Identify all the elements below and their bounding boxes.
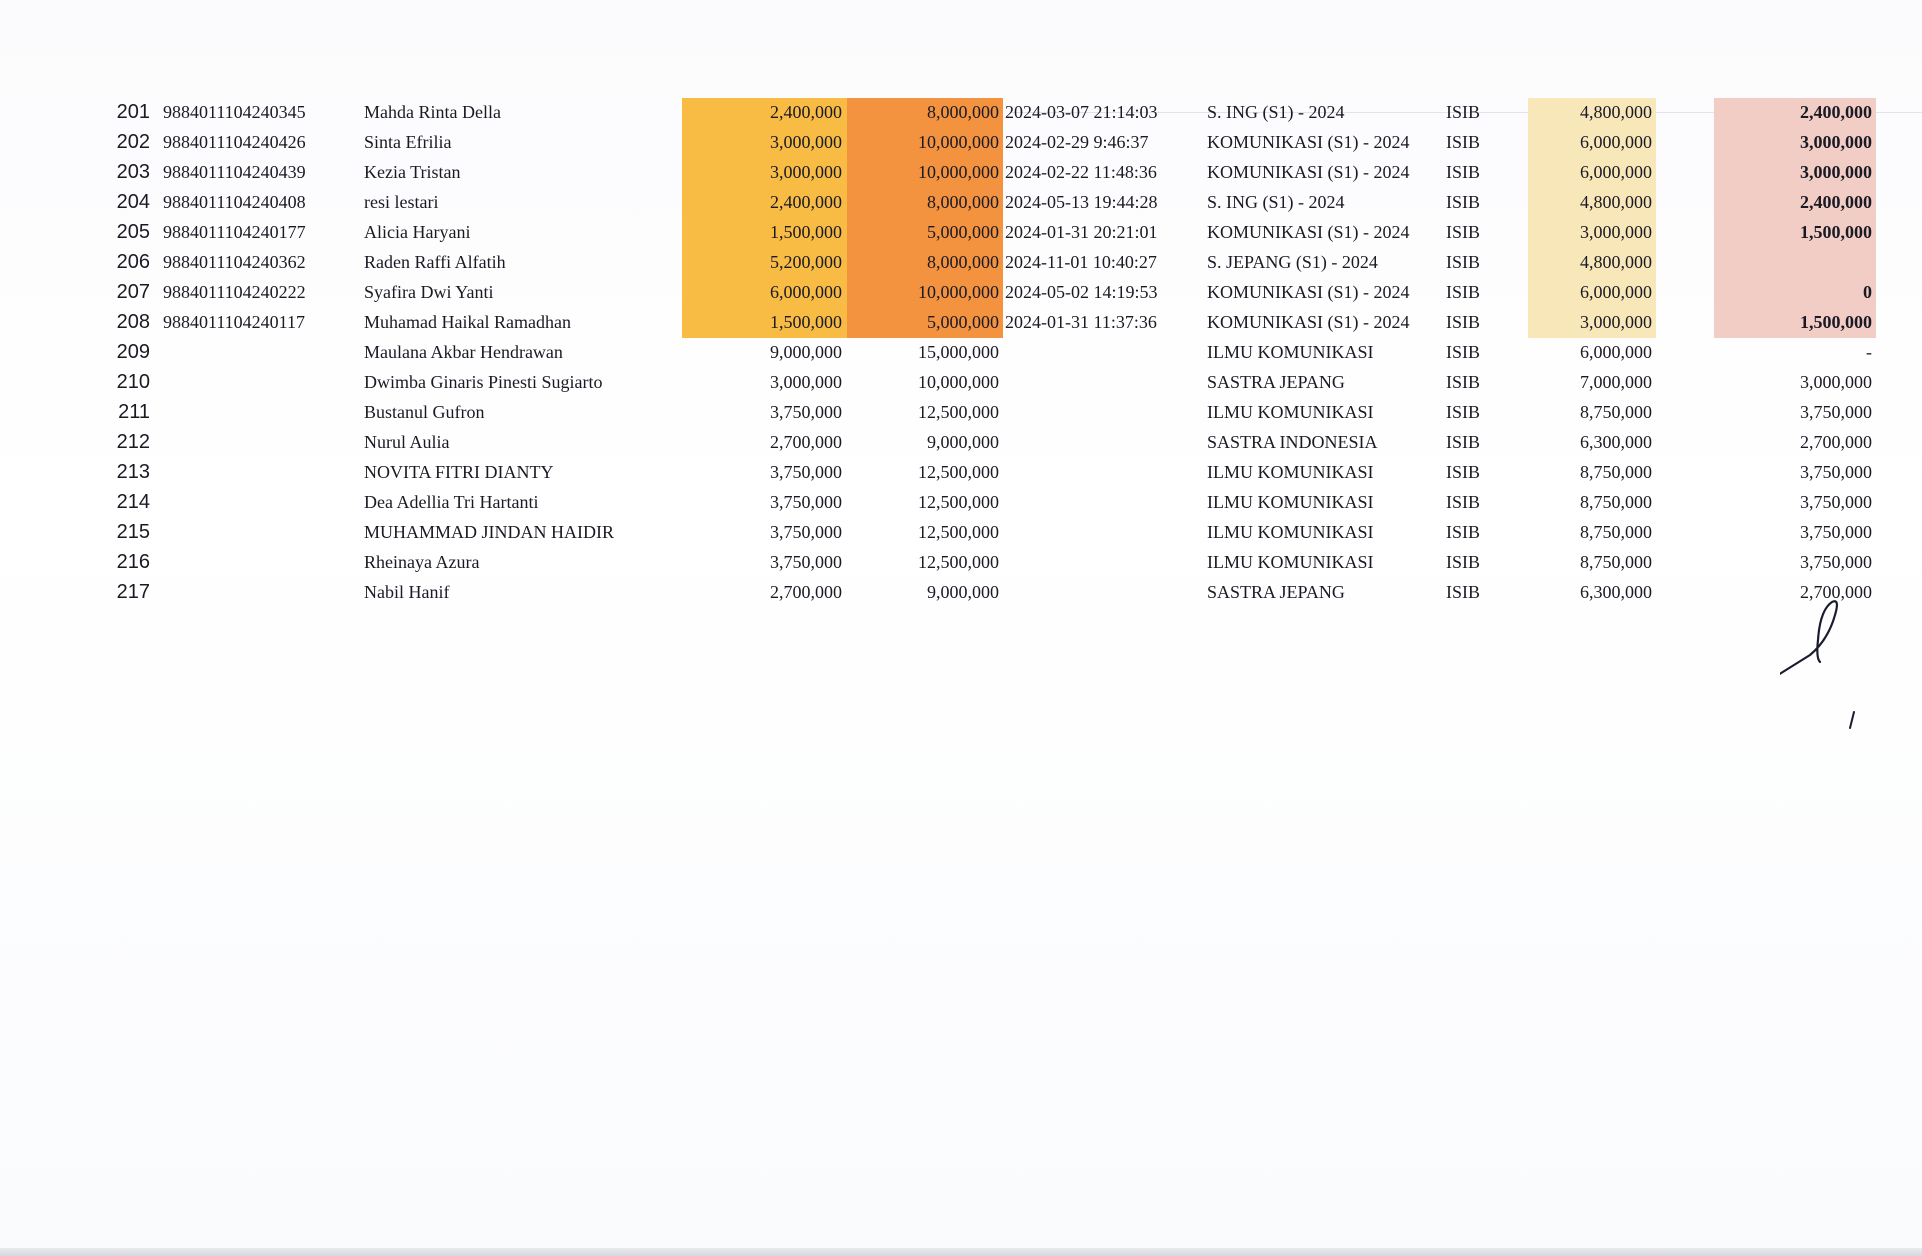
amount-d: 3,000,000: [1800, 372, 1872, 392]
study-program: S. ING (S1) - 2024: [1207, 192, 1345, 212]
amount-a: 2,400,000: [770, 192, 842, 212]
table-row: [0, 367, 1922, 397]
institution: ISIB: [1446, 582, 1481, 602]
row-number: 204: [116, 191, 150, 213]
amount-b: 10,000,000: [918, 132, 999, 152]
table-row: [0, 337, 1922, 367]
amount-c: 8,750,000: [1580, 492, 1652, 512]
handwritten-signature: [1780, 600, 1880, 740]
payment-datetime: 2024-02-22 11:48:36: [1005, 162, 1157, 182]
amount-d: 3,750,000: [1800, 492, 1872, 512]
virtual-account-number: [163, 397, 343, 427]
amount-b: 5,000,000: [927, 312, 999, 332]
virtual-account-number: [163, 367, 343, 397]
table-row: [0, 457, 1922, 487]
amount-d: 3,750,000: [1800, 402, 1872, 422]
amount-d: 0: [1863, 282, 1872, 302]
amount-c: 6,000,000: [1580, 162, 1652, 182]
payment-datetime: [1005, 397, 1195, 427]
amount-d: 1,500,000: [1800, 222, 1872, 242]
virtual-account-number: [163, 487, 343, 517]
study-program: SASTRA JEPANG: [1207, 372, 1345, 392]
student-name: Raden Raffi Alfatih: [364, 252, 506, 272]
amount-a: 2,700,000: [770, 432, 842, 452]
row-number: 205: [116, 221, 150, 243]
amount-a: 3,000,000: [770, 372, 842, 392]
amount-c: 6,300,000: [1580, 432, 1652, 452]
institution: ISIB: [1446, 432, 1481, 452]
study-program: SASTRA JEPANG: [1207, 582, 1345, 602]
virtual-account-number: 9884011104240117: [163, 312, 305, 332]
institution: ISIB: [1446, 132, 1481, 152]
virtual-account-number: [163, 337, 343, 367]
table-row: [0, 157, 1922, 187]
virtual-account-number: 9884011104240177: [163, 222, 306, 242]
table-row: [0, 277, 1922, 307]
payment-datetime: [1005, 427, 1195, 457]
amount-d: 3,750,000: [1800, 462, 1872, 482]
study-program: ILMU KOMUNIKASI: [1207, 552, 1374, 572]
row-number: 201: [116, 101, 150, 123]
virtual-account-number: [163, 427, 343, 457]
student-name: Sinta Efrilia: [364, 132, 452, 152]
study-program: KOMUNIKASI (S1) - 2024: [1207, 312, 1410, 332]
amount-c: 4,800,000: [1580, 192, 1652, 212]
amount-d: 2,400,000: [1800, 102, 1872, 122]
amount-b: 12,500,000: [918, 522, 999, 542]
amount-a: 2,400,000: [770, 102, 842, 122]
table-row: [0, 97, 1922, 127]
virtual-account-number: 9884011104240222: [163, 282, 306, 302]
payment-datetime: [1005, 367, 1195, 397]
row-number: 206: [116, 251, 150, 273]
amount-d: 3,000,000: [1800, 162, 1872, 182]
amount-d: -: [1866, 342, 1872, 362]
table-row: [0, 247, 1922, 277]
amount-d: 1,500,000: [1800, 312, 1872, 332]
amount-b: 9,000,000: [927, 582, 999, 602]
virtual-account-number: 9884011104240439: [163, 162, 306, 182]
payment-datetime: 2024-01-31 20:21:01: [1005, 222, 1158, 242]
amount-b: 12,500,000: [918, 462, 999, 482]
row-number: 208: [116, 311, 150, 333]
institution: ISIB: [1446, 282, 1481, 302]
amount-b: 10,000,000: [918, 372, 999, 392]
amount-d: 3,750,000: [1800, 552, 1872, 572]
amount-c: 8,750,000: [1580, 522, 1652, 542]
institution: ISIB: [1446, 402, 1481, 422]
amount-c: 4,800,000: [1580, 102, 1652, 122]
payment-datetime: [1005, 517, 1195, 547]
institution: ISIB: [1446, 462, 1481, 482]
study-program: ILMU KOMUNIKASI: [1207, 342, 1374, 362]
table-row: [0, 577, 1922, 607]
virtual-account-number: 9884011104240426: [163, 132, 306, 152]
amount-d: 2,700,000: [1800, 582, 1872, 602]
amount-c: 8,750,000: [1580, 552, 1652, 572]
amount-c: 6,000,000: [1580, 282, 1652, 302]
amount-c: 8,750,000: [1580, 402, 1652, 422]
student-name: Dwimba Ginaris Pinesti Sugiarto: [364, 372, 603, 392]
amount-c: 6,300,000: [1580, 582, 1652, 602]
study-program: ILMU KOMUNIKASI: [1207, 492, 1374, 512]
table-row: [0, 217, 1922, 247]
virtual-account-number: [163, 457, 343, 487]
amount-a: 3,750,000: [770, 522, 842, 542]
amount-c: 3,000,000: [1580, 312, 1652, 332]
amount-a: 9,000,000: [770, 342, 842, 362]
row-number: 210: [116, 371, 150, 393]
student-name: Nabil Hanif: [364, 582, 450, 602]
student-name: Muhamad Haikal Ramadhan: [364, 312, 571, 332]
student-name: Alicia Haryani: [364, 222, 471, 242]
institution: ISIB: [1446, 222, 1481, 242]
amount-b: 8,000,000: [927, 192, 999, 212]
amount-c: 8,750,000: [1580, 462, 1652, 482]
institution: ISIB: [1446, 342, 1481, 362]
study-program: KOMUNIKASI (S1) - 2024: [1207, 162, 1410, 182]
amount-a: 1,500,000: [770, 222, 842, 242]
study-program: SASTRA INDONESIA: [1207, 432, 1378, 452]
payment-datetime: 2024-05-13 19:44:28: [1005, 192, 1158, 212]
study-program: KOMUNIKASI (S1) - 2024: [1207, 222, 1410, 242]
row-number: 209: [116, 341, 150, 363]
table-row: [0, 187, 1922, 217]
amount-a: 6,000,000: [770, 282, 842, 302]
amount-b: 12,500,000: [918, 402, 999, 422]
row-number: 212: [116, 431, 150, 453]
amount-b: 10,000,000: [918, 282, 999, 302]
institution: ISIB: [1446, 252, 1481, 272]
row-number: 215: [116, 521, 150, 543]
row-number: 203: [116, 161, 150, 183]
institution: ISIB: [1446, 552, 1481, 572]
amount-a: 3,000,000: [770, 162, 842, 182]
student-name: Bustanul Gufron: [364, 402, 485, 422]
amount-c: 4,800,000: [1580, 252, 1652, 272]
amount-c: 7,000,000: [1580, 372, 1652, 392]
table-row: [0, 487, 1922, 517]
virtual-account-number: [163, 517, 343, 547]
institution: ISIB: [1446, 372, 1481, 392]
study-program: ILMU KOMUNIKASI: [1207, 462, 1374, 482]
institution: ISIB: [1446, 192, 1481, 212]
amount-a: 3,750,000: [770, 492, 842, 512]
row-number: 211: [118, 401, 150, 423]
row-number: 217: [116, 581, 150, 603]
amount-a: 1,500,000: [770, 312, 842, 332]
row-number: 207: [116, 281, 150, 303]
amount-b: 8,000,000: [927, 252, 999, 272]
student-name: NOVITA FITRI DIANTY: [364, 462, 554, 482]
row-number: 214: [116, 491, 150, 513]
student-name: Dea Adellia Tri Hartanti: [364, 492, 539, 512]
study-program: KOMUNIKASI (S1) - 2024: [1207, 132, 1410, 152]
table-row: [0, 127, 1922, 157]
payment-datetime: 2024-01-31 11:37:36: [1005, 312, 1157, 332]
table-row: [0, 427, 1922, 457]
amount-c: 6,000,000: [1580, 132, 1652, 152]
amount-a: 3,750,000: [770, 462, 842, 482]
study-program: S. JEPANG (S1) - 2024: [1207, 252, 1378, 272]
amount-c: 3,000,000: [1580, 222, 1652, 242]
virtual-account-number: 9884011104240362: [163, 252, 306, 272]
student-name: Rheinaya Azura: [364, 552, 480, 572]
student-name: Syafira Dwi Yanti: [364, 282, 494, 302]
institution: ISIB: [1446, 522, 1481, 542]
row-number: 213: [116, 461, 150, 483]
amount-b: 15,000,000: [918, 342, 999, 362]
study-program: S. ING (S1) - 2024: [1207, 102, 1345, 122]
amount-c: 6,000,000: [1580, 342, 1652, 362]
institution: ISIB: [1446, 492, 1481, 512]
table-row: [0, 307, 1922, 337]
payment-datetime: 2024-05-02 14:19:53: [1005, 282, 1158, 302]
amount-b: 5,000,000: [927, 222, 999, 242]
student-name: Nurul Aulia: [364, 432, 450, 452]
student-name: Kezia Tristan: [364, 162, 461, 182]
payment-datetime: 2024-03-07 21:14:03: [1005, 102, 1158, 122]
amount-a: 2,700,000: [770, 582, 842, 602]
study-program: ILMU KOMUNIKASI: [1207, 402, 1374, 422]
amount-d: [1714, 247, 1872, 277]
amount-a: 3,750,000: [770, 402, 842, 422]
virtual-account-number: [163, 547, 343, 577]
page-bottom-edge: [0, 1248, 1922, 1256]
row-number: 202: [116, 131, 150, 153]
amount-d: 3,750,000: [1800, 522, 1872, 542]
amount-b: 10,000,000: [918, 162, 999, 182]
payment-datetime: [1005, 547, 1195, 577]
study-program: ILMU KOMUNIKASI: [1207, 522, 1374, 542]
table-row: [0, 517, 1922, 547]
amount-b: 8,000,000: [927, 102, 999, 122]
payment-datetime: 2024-02-29 9:46:37: [1005, 132, 1149, 152]
payment-datetime: [1005, 457, 1195, 487]
student-name: MUHAMMAD JINDAN HAIDIR: [364, 522, 614, 542]
institution: ISIB: [1446, 162, 1481, 182]
payment-datetime: 2024-11-01 10:40:27: [1005, 252, 1157, 272]
virtual-account-number: 9884011104240408: [163, 192, 306, 212]
amount-b: 12,500,000: [918, 552, 999, 572]
row-number: 216: [116, 551, 150, 573]
study-program: KOMUNIKASI (S1) - 2024: [1207, 282, 1410, 302]
payment-datetime: [1005, 487, 1195, 517]
amount-d: 3,000,000: [1800, 132, 1872, 152]
amount-d: 2,700,000: [1800, 432, 1872, 452]
table-row: [0, 547, 1922, 577]
table-row: [0, 397, 1922, 427]
student-name: Mahda Rinta Della: [364, 102, 501, 122]
student-name: resi lestari: [364, 192, 439, 212]
amount-a: 3,000,000: [770, 132, 842, 152]
amount-b: 9,000,000: [927, 432, 999, 452]
virtual-account-number: [163, 577, 343, 607]
institution: ISIB: [1446, 312, 1481, 332]
amount-d: 2,400,000: [1800, 192, 1872, 212]
payment-datetime: [1005, 337, 1195, 367]
institution: ISIB: [1446, 102, 1481, 122]
virtual-account-number: 9884011104240345: [163, 102, 306, 122]
payment-datetime: [1005, 577, 1195, 607]
amount-b: 12,500,000: [918, 492, 999, 512]
amount-a: 5,200,000: [770, 252, 842, 272]
student-name: Maulana Akbar Hendrawan: [364, 342, 563, 362]
amount-a: 3,750,000: [770, 552, 842, 572]
